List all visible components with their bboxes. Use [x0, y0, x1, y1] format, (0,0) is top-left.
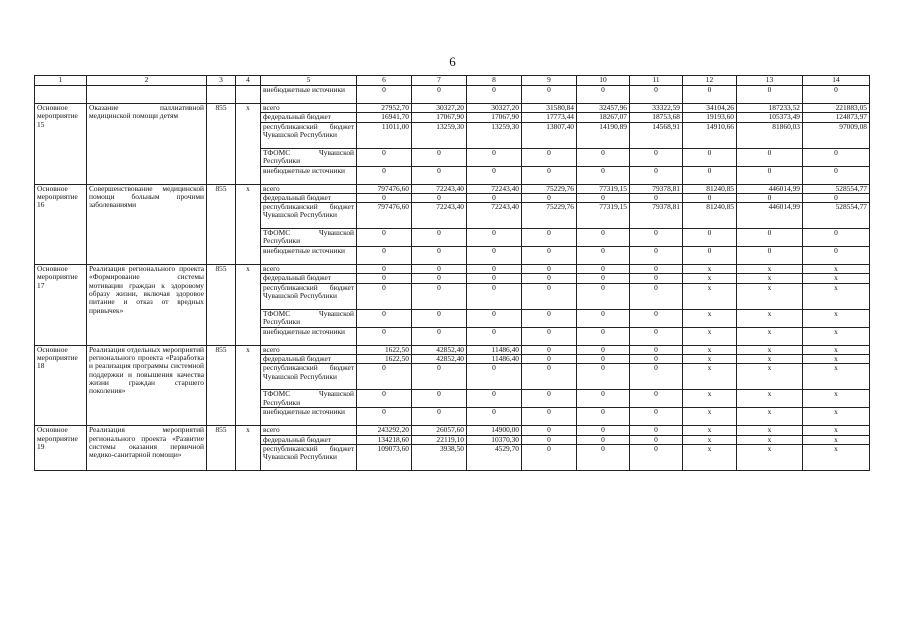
value-cell: 0 — [630, 444, 683, 470]
value-cell: x — [803, 390, 870, 408]
value-cell: 187233,52 — [737, 104, 803, 113]
value-cell: 77319,15 — [577, 203, 630, 229]
value-cell: 0 — [357, 193, 412, 202]
value-cell: 4529,70 — [467, 444, 522, 470]
value-cell: 26057,60 — [412, 426, 467, 435]
value-cell: x — [683, 327, 737, 345]
value-cell: 124873,97 — [803, 113, 870, 122]
value-cell: 0 — [412, 148, 467, 166]
value-cell: 0 — [522, 193, 577, 202]
empty-cell — [35, 86, 87, 104]
value-cell: 0 — [630, 309, 683, 327]
value-cell: x — [737, 408, 803, 426]
header-cell: 8 — [467, 76, 522, 86]
value-cell: 42852,40 — [412, 345, 467, 354]
value-cell: 0 — [522, 435, 577, 444]
value-cell: 0 — [467, 274, 522, 283]
value-cell: 0 — [522, 390, 577, 408]
funding-source-cell: всего — [261, 265, 357, 274]
value-cell: 0 — [467, 309, 522, 327]
code-cell: x — [236, 104, 261, 185]
header-cell: 3 — [207, 76, 236, 86]
value-cell: 0 — [357, 148, 412, 166]
grbs-code-cell: 855 — [207, 104, 236, 185]
value-cell: 0 — [522, 364, 577, 390]
value-cell: 0 — [357, 408, 412, 426]
budget-table-body — [35, 76, 870, 471]
table-row — [35, 104, 870, 113]
value-cell: 0 — [630, 435, 683, 444]
header-cell: 10 — [577, 76, 630, 86]
funding-source-cell: ТФОМС Чувашской Республики — [261, 309, 357, 327]
value-cell: x — [683, 390, 737, 408]
value-cell: 0 — [357, 229, 412, 247]
value-cell: x — [803, 265, 870, 274]
funding-source-cell: ТФОМС Чувашской Республики — [261, 148, 357, 166]
value-cell: 105373,49 — [737, 113, 803, 122]
funding-source-cell: федеральный бюджет — [261, 193, 357, 202]
header-cell: 9 — [522, 76, 577, 86]
value-cell: 0 — [630, 148, 683, 166]
value-cell: 0 — [412, 229, 467, 247]
value-cell: 0 — [522, 265, 577, 274]
value-cell: 0 — [630, 229, 683, 247]
value-cell: x — [803, 345, 870, 354]
value-cell: 81860,03 — [737, 122, 803, 148]
value-cell: 0 — [412, 86, 467, 104]
header-cell: 6 — [357, 76, 412, 86]
value-cell: 0 — [737, 86, 803, 104]
value-cell: 11486,40 — [467, 355, 522, 364]
value-cell: x — [737, 426, 803, 435]
value-cell: 72243,40 — [412, 184, 467, 193]
value-cell: 72243,40 — [467, 203, 522, 229]
value-cell: 0 — [412, 327, 467, 345]
grbs-code-cell: 855 — [207, 345, 236, 426]
table-row — [35, 426, 870, 435]
value-cell: x — [683, 444, 737, 470]
value-cell: 13259,30 — [467, 122, 522, 148]
value-cell: 0 — [577, 435, 630, 444]
value-cell: 0 — [630, 345, 683, 354]
value-cell: x — [803, 355, 870, 364]
funding-source-cell: внебюджетные источники — [261, 166, 357, 184]
value-cell: 0 — [803, 193, 870, 202]
value-cell: 0 — [630, 247, 683, 265]
funding-source-cell: республиканский бюджет Чувашской Республики — [261, 364, 357, 390]
funding-source-cell: федеральный бюджет — [261, 355, 357, 364]
value-cell: 0 — [577, 193, 630, 202]
activity-description-cell: Совершенствование медицинской помощи больным прочими заболеваниями — [87, 184, 207, 265]
funding-source-cell: всего — [261, 345, 357, 354]
value-cell: x — [683, 309, 737, 327]
value-cell: 0 — [357, 327, 412, 345]
value-cell: x — [737, 327, 803, 345]
value-cell: 0 — [467, 327, 522, 345]
activity-description-cell: Оказание паллиативной медицинской помощи детям — [87, 104, 207, 185]
value-cell: 0 — [737, 148, 803, 166]
value-cell: 0 — [630, 166, 683, 184]
value-cell: x — [803, 309, 870, 327]
value-cell: 0 — [522, 148, 577, 166]
value-cell: 0 — [522, 309, 577, 327]
value-cell: x — [803, 435, 870, 444]
value-cell: 0 — [577, 265, 630, 274]
code-cell: x — [236, 345, 261, 426]
value-cell: 0 — [412, 166, 467, 184]
value-cell: 79378,81 — [630, 203, 683, 229]
value-cell: 11011,00 — [357, 122, 412, 148]
value-cell: 446014,99 — [737, 184, 803, 193]
value-cell: x — [737, 364, 803, 390]
value-cell: 0 — [467, 408, 522, 426]
grbs-code-cell: 855 — [207, 184, 236, 265]
table-row — [35, 265, 870, 274]
header-cell: 1 — [35, 76, 87, 86]
value-cell: 17773,44 — [522, 113, 577, 122]
funding-source-cell: всего — [261, 426, 357, 435]
value-cell: x — [737, 444, 803, 470]
header-cell: 13 — [737, 76, 803, 86]
value-cell: x — [683, 364, 737, 390]
value-cell: 0 — [467, 364, 522, 390]
funding-source-cell: внебюджетные источники — [261, 247, 357, 265]
value-cell: 1622,50 — [357, 355, 412, 364]
value-cell: 22119,10 — [412, 435, 467, 444]
value-cell: 0 — [683, 86, 737, 104]
value-cell: 75229,76 — [522, 203, 577, 229]
value-cell: 31580,84 — [522, 104, 577, 113]
activity-name-cell: Основное мероприятие 17 — [35, 265, 87, 346]
value-cell: 0 — [467, 166, 522, 184]
value-cell: 0 — [577, 408, 630, 426]
header-cell: 7 — [412, 76, 467, 86]
value-cell: 77319,15 — [577, 184, 630, 193]
value-cell: 0 — [357, 390, 412, 408]
value-cell: 0 — [577, 86, 630, 104]
value-cell: 16941,70 — [357, 113, 412, 122]
value-cell: x — [737, 283, 803, 309]
value-cell: 0 — [467, 283, 522, 309]
funding-source-cell: федеральный бюджет — [261, 274, 357, 283]
value-cell: x — [737, 390, 803, 408]
value-cell: 0 — [683, 247, 737, 265]
header-row — [35, 76, 870, 86]
value-cell: 0 — [577, 229, 630, 247]
value-cell: 0 — [577, 426, 630, 435]
value-cell: 0 — [412, 309, 467, 327]
activity-name-cell: Основное мероприятие 15 — [35, 104, 87, 185]
table-row — [35, 345, 870, 354]
value-cell: 797476,60 — [357, 203, 412, 229]
value-cell: 0 — [577, 274, 630, 283]
value-cell: x — [683, 355, 737, 364]
value-cell: 0 — [577, 390, 630, 408]
value-cell: x — [683, 426, 737, 435]
value-cell: 0 — [577, 444, 630, 470]
value-cell: 0 — [577, 345, 630, 354]
value-cell: 134218,60 — [357, 435, 412, 444]
value-cell: 0 — [522, 86, 577, 104]
value-cell: 13807,40 — [522, 122, 577, 148]
funding-source-cell: ТФОМС Чувашской Республики — [261, 390, 357, 408]
code-cell: x — [236, 426, 261, 471]
value-cell: 0 — [412, 408, 467, 426]
value-cell: 109073,60 — [357, 444, 412, 470]
value-cell: 34104,26 — [683, 104, 737, 113]
value-cell: 0 — [522, 355, 577, 364]
value-cell: 81240,85 — [683, 184, 737, 193]
value-cell: 11486,40 — [467, 345, 522, 354]
value-cell: 0 — [737, 166, 803, 184]
value-cell: 72243,40 — [467, 184, 522, 193]
value-cell: 0 — [630, 390, 683, 408]
value-cell: x — [683, 265, 737, 274]
value-cell: 1622,50 — [357, 345, 412, 354]
value-cell: 97009,08 — [803, 122, 870, 148]
value-cell: 0 — [630, 193, 683, 202]
value-cell: 14190,89 — [577, 122, 630, 148]
value-cell: x — [803, 283, 870, 309]
header-cell: 5 — [261, 76, 357, 86]
activity-name-cell: Основное мероприятие 19 — [35, 426, 87, 471]
value-cell: 0 — [357, 247, 412, 265]
value-cell: 0 — [467, 193, 522, 202]
value-cell: 0 — [412, 283, 467, 309]
value-cell: 33322,59 — [630, 104, 683, 113]
header-cell: 2 — [87, 76, 207, 86]
value-cell: 32457,96 — [577, 104, 630, 113]
empty-cell — [236, 86, 261, 104]
empty-cell — [207, 86, 236, 104]
value-cell: 0 — [737, 193, 803, 202]
value-cell: 0 — [522, 229, 577, 247]
value-cell: 0 — [412, 364, 467, 390]
value-cell: 0 — [522, 327, 577, 345]
value-cell: 0 — [630, 355, 683, 364]
value-cell: x — [737, 309, 803, 327]
value-cell: x — [803, 274, 870, 283]
value-cell: 0 — [577, 309, 630, 327]
value-cell: x — [803, 426, 870, 435]
value-cell: 0 — [683, 193, 737, 202]
header-cell: 14 — [803, 76, 870, 86]
code-cell: x — [236, 265, 261, 346]
value-cell: 79378,81 — [630, 184, 683, 193]
value-cell: 30327,20 — [412, 104, 467, 113]
value-cell: 0 — [522, 283, 577, 309]
value-cell: 0 — [522, 345, 577, 354]
value-cell: 0 — [467, 86, 522, 104]
value-cell: 0 — [577, 148, 630, 166]
activity-description-cell: Реализация регионального проекта «Формирование системы мотивации граждан к здоровому образу жизни, включая здоровое питание и отказ от вредных привычек» — [87, 265, 207, 346]
value-cell: 0 — [577, 247, 630, 265]
value-cell: 42852,40 — [412, 355, 467, 364]
value-cell: x — [683, 283, 737, 309]
value-cell: 75229,76 — [522, 184, 577, 193]
value-cell: 0 — [803, 86, 870, 104]
value-cell: 0 — [522, 426, 577, 435]
value-cell: 0 — [803, 166, 870, 184]
value-cell: 0 — [412, 247, 467, 265]
value-cell: 72243,40 — [412, 203, 467, 229]
value-cell: 0 — [737, 229, 803, 247]
value-cell: 19193,60 — [683, 113, 737, 122]
value-cell: 0 — [522, 166, 577, 184]
value-cell: 528554,77 — [803, 203, 870, 229]
value-cell: 0 — [412, 265, 467, 274]
value-cell: x — [683, 435, 737, 444]
value-cell: 17067,90 — [467, 113, 522, 122]
value-cell: 0 — [577, 166, 630, 184]
value-cell: 14900,00 — [467, 426, 522, 435]
value-cell: 3938,50 — [412, 444, 467, 470]
activity-name-cell: Основное мероприятие 18 — [35, 345, 87, 426]
value-cell: 0 — [803, 247, 870, 265]
value-cell: 0 — [357, 283, 412, 309]
page-number: 6 — [449, 54, 456, 69]
value-cell: 30327,20 — [467, 104, 522, 113]
budget-table — [34, 75, 870, 471]
empty-cell — [87, 86, 207, 104]
value-cell: 0 — [522, 274, 577, 283]
value-cell: 0 — [357, 166, 412, 184]
value-cell: 0 — [683, 148, 737, 166]
funding-source-cell: федеральный бюджет — [261, 113, 357, 122]
funding-source-cell: республиканский бюджет Чувашской Республики — [261, 203, 357, 229]
header-cell: 12 — [683, 76, 737, 86]
value-cell: 0 — [803, 229, 870, 247]
value-cell: 221883,05 — [803, 104, 870, 113]
value-cell: x — [683, 274, 737, 283]
value-cell: 14568,91 — [630, 122, 683, 148]
grbs-code-cell: 855 — [207, 426, 236, 471]
value-cell: 0 — [737, 247, 803, 265]
value-cell: 0 — [412, 193, 467, 202]
value-cell: 18267,07 — [577, 113, 630, 122]
value-cell: 0 — [630, 364, 683, 390]
value-cell: 0 — [630, 86, 683, 104]
funding-source-cell: всего — [261, 104, 357, 113]
table-row — [35, 184, 870, 193]
value-cell: x — [803, 408, 870, 426]
value-cell: 0 — [630, 408, 683, 426]
value-cell: 446014,99 — [737, 203, 803, 229]
activity-name-cell: Основное мероприятие 16 — [35, 184, 87, 265]
value-cell: x — [803, 364, 870, 390]
value-cell: 0 — [467, 229, 522, 247]
value-cell: 0 — [522, 408, 577, 426]
value-cell: 0 — [630, 283, 683, 309]
value-cell: 0 — [577, 364, 630, 390]
value-cell: 0 — [467, 148, 522, 166]
value-cell: 0 — [357, 86, 412, 104]
grbs-code-cell: 855 — [207, 265, 236, 346]
funding-source-cell: внебюджетные источники — [261, 86, 357, 104]
value-cell: 797476,60 — [357, 184, 412, 193]
value-cell: x — [737, 355, 803, 364]
value-cell: 18753,68 — [630, 113, 683, 122]
value-cell: 0 — [467, 390, 522, 408]
value-cell: x — [737, 435, 803, 444]
header-cell: 11 — [630, 76, 683, 86]
value-cell: x — [683, 345, 737, 354]
value-cell: 528554,77 — [803, 184, 870, 193]
funding-source-cell: ТФОМС Чувашской Республики — [261, 229, 357, 247]
value-cell: 0 — [467, 265, 522, 274]
funding-source-cell: федеральный бюджет — [261, 435, 357, 444]
funding-source-cell: внебюджетные источники — [261, 327, 357, 345]
value-cell: 0 — [522, 247, 577, 265]
funding-source-cell: республиканский бюджет Чувашской Республики — [261, 444, 357, 470]
value-cell: 0 — [630, 426, 683, 435]
value-cell: 0 — [577, 283, 630, 309]
value-cell: x — [803, 327, 870, 345]
value-cell: 0 — [412, 390, 467, 408]
value-cell: 0 — [577, 327, 630, 345]
funding-source-cell: республиканский бюджет Чувашской Республики — [261, 122, 357, 148]
value-cell: 0 — [630, 274, 683, 283]
value-cell: x — [737, 274, 803, 283]
value-cell: 0 — [412, 274, 467, 283]
value-cell: 0 — [683, 229, 737, 247]
value-cell: 0 — [522, 444, 577, 470]
value-cell: 14910,66 — [683, 122, 737, 148]
value-cell: 17067,90 — [412, 113, 467, 122]
value-cell: 0 — [467, 247, 522, 265]
value-cell: 10370,30 — [467, 435, 522, 444]
table-row — [35, 86, 870, 104]
activity-description-cell: Реализация отдельных мероприятий регионального проекта «Разработка и реализация программы системной поддержки и повышения качества жизни граждан старшего поколения» — [87, 345, 207, 426]
value-cell: x — [737, 265, 803, 274]
value-cell: x — [737, 345, 803, 354]
value-cell: 0 — [630, 265, 683, 274]
value-cell: 0 — [357, 265, 412, 274]
value-cell: 0 — [683, 166, 737, 184]
funding-source-cell: всего — [261, 184, 357, 193]
funding-source-cell: внебюджетные источники — [261, 408, 357, 426]
value-cell: 27952,70 — [357, 104, 412, 113]
value-cell: 0 — [577, 355, 630, 364]
code-cell: x — [236, 184, 261, 265]
activity-description-cell: Реализация мероприятий регионального проекта «Развитие системы оказания первичной медико-санитарной помощи» — [87, 426, 207, 471]
value-cell: 0 — [630, 327, 683, 345]
value-cell: 0 — [357, 364, 412, 390]
value-cell: 0 — [803, 148, 870, 166]
value-cell: 0 — [357, 274, 412, 283]
funding-source-cell: республиканский бюджет Чувашской Республики — [261, 283, 357, 309]
value-cell: x — [803, 444, 870, 470]
value-cell: 13259,30 — [412, 122, 467, 148]
value-cell: 243292,20 — [357, 426, 412, 435]
header-cell: 4 — [236, 76, 261, 86]
value-cell: x — [683, 408, 737, 426]
value-cell: 0 — [357, 309, 412, 327]
value-cell: 81240,85 — [683, 203, 737, 229]
